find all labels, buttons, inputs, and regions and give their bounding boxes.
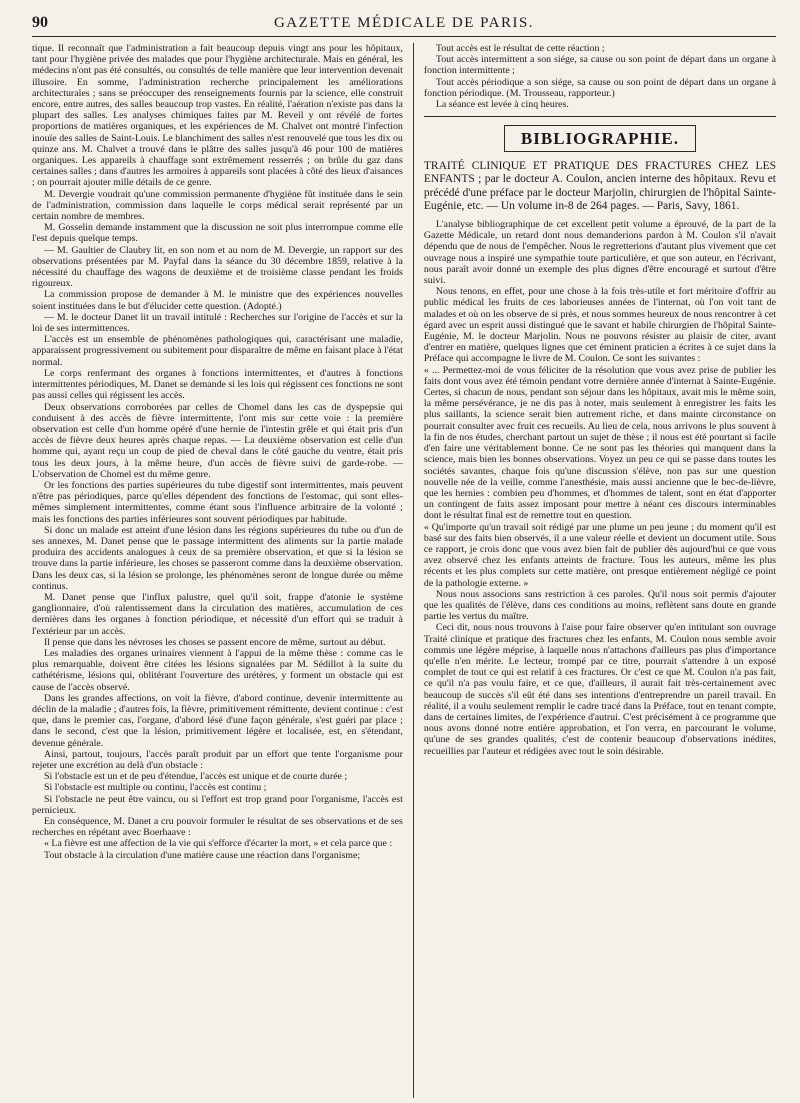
- paragraph: Ainsi, partout, toujours, l'accès paraît produit par un effort que tente l'organisme pour rejeter une excrétion au delà d'un obstacle :: [32, 748, 403, 771]
- paragraph: « La fièvre est une affection de la vie qui s'efforce d'écarter la mort, » et cela parce que :: [44, 838, 393, 850]
- preface-quote: [424, 365, 776, 589]
- paragraph: M. Gosselin demande instamment que la discussion ne soit plus interrompue comme elle l'est depuis quelque temps.: [32, 222, 403, 245]
- paragraph: Tout accès périodique a son siége, sa cause ou son point de départ dans un organe à fonction périodique. (M. Trousseau, rapporteur.): [423, 76, 776, 99]
- paragraph: Tout accès intermittent a son siége, sa cause ou son point de départ dans un organe à fonction intermittente ;: [423, 54, 776, 77]
- bibliography-reference: TRAITÉ CLINIQUE ET PRATIQUE DES FRACTURES CHEZ LES ENFANTS ; par le docteur A. Coulon, ancien interne des hôpitaux. Revu et précédé d'une préface par le docteur Marjolin, chirurgien de l'hôpital Sainte-Eugénie, etc. — Un volume in-8 de 264 pages. — Paris, Savy, 1861.: [423, 160, 776, 212]
- paragraph: Il pense que dans les névroses les choses se passent encore de même, surtout au début.: [44, 636, 386, 648]
- quote-paragraph: « Qu'importe qu'un travail soit rédigé par une plume un peu jeune ; du moment qu'il est basé sur des faits bien observés, il a une valeur réelle et devient un document utile. Sous ce rapport, je crois donc que vous avez bien fait de publier dès aujourd'hui ce que vous avez observé chez les enfants atteints de fracture. Tous les auteurs, même les plus récents et les plus complets sur cette matière, ont presque entièrement négligé ce point de la pathologie externe. »: [423, 521, 776, 589]
- paragraph: M. Devergie voudrait qu'une commission permanente d'hygiène fût instituée dans le sein de l'administration, commission dans laquelle le corps médical serait représenté par un certain nombre de membres.: [32, 188, 403, 223]
- left-column: [32, 43, 414, 1098]
- paragraph: Si donc un malade est atteint d'une lésion dans les régions supérieures du tube ou d'un de ses annexes, M. Danet pense que le passage intermittent des aliments sur la partie malade produira des accidents analogues à ceux de sa première observation, et que si la lésion se trouve dans la partie inférieure, les choses se passeront comme dans la deuxième observation. Dans les deux cas, si la lésion se prolonge, les phénomènes seront de longue durée ou même continus.: [32, 524, 403, 592]
- paragraph: Si l'obstacle ne peut être vaincu, ou si l'effort est trop grand pour l'organisme, l'accès est pernicieux.: [32, 793, 403, 816]
- paragraph: La commission propose de demander à M. le ministre que des expériences nouvelles soient instituées dans le but d'élucider cette question. (Adopté.): [32, 289, 403, 312]
- paragraph: — M. Gaultier de Claubry lit, en son nom et au nom de M. Devergie, un rapport sur des observations présentées par M. Payfal dans la séance du 30 décembre 1859, relative à la nécessité du chauffage des wagons de deuxième et de troisième classe pendant les froids rigoureux.: [32, 244, 403, 290]
- right-column: [414, 43, 776, 1098]
- paragraph: Tout accès est le résultat de cette réaction ;: [435, 43, 605, 54]
- section-divider: [424, 116, 776, 117]
- paragraph: Nous tenons, en effet, pour une chose à la fois très-utile et fort méritoire d'offrir au public médical les fruits de ces laborieuses années de l'internat, où l'on voit tant de malades et où on les observe de si près, et nous sommes heureux de nous rencontrer à cet égard avec un esprit aussi distingué que le savant et habile chirurgien de l'hôpital Sainte-Eugénie, M. le docteur Marjolin. Nous ne pouvons résister au plaisir de citer, avant d'entrer en matière, quelques lignes que cet éminent praticien a écrites à ce sujet dans la Préface qui accompagne le livre de M. Coulon. Ce sont les suivantes :: [423, 286, 776, 365]
- paragraph: Si l'obstacle est un et de peu d'étendue, l'accès est unique et de courte durée ;: [44, 771, 348, 783]
- columns: [32, 43, 776, 1098]
- page-number: 90: [32, 14, 48, 31]
- paragraph: En conséquence, M. Danet a cru pouvoir formuler le résultat de ses observations et de ses recherches en répétant avec Boerhaave :: [32, 816, 403, 839]
- paragraph: L'analyse bibliographique de cet excellent petit volume a éprouvé, de la part de la Gazette Médicale, un retard dont nous demanderions pardon à M. Coulon s'il n'avait dépendu que de nous de l'empêcher. Nous le regretterions d'autant plus vivement que cet ouvrage nous a inspiré une sympathie toute particulière, et que son auteur, en l'écrivant, nous paraît avoir donné un exemple des plus dignes d'être encouragé et surtout d'être suivi.: [423, 219, 776, 287]
- quote-paragraph: « ... Permettez-moi de vous féliciter de la résolution que vous avez prise de publier les faits dont vous avez été témoin pendant votre dernière année d'internat à Sainte-Eugénie. Certes, si chacun de nous, pendant son séjour dans les hôpitaux, avait mis le même soin, la même persévérance, je ne dis pas à noter, mais seulement à enregistrer les faits les plus saillants, la science serait bien autrement riche, et dans mainte circonstance on pourrait consulter avec fruit ces recueils. Au lieu de cela, nous arrivons le plus souvent à la fin de nos études, cherchant partout un sujet de thèse ; il nous est été pourtant si facile d'en faire une véritablement bonne. Ce ne sont pas les théories qui manquent dans la science, mais bien les bonnes observations. Voyez un peu ce qui se passe dans toutes les sociétés savantes, chaque fois qu'une discussion s'élève, non pas sur une question nouvelle née de la veille, comme l'anesthésie, mais aussi ancienne que le bec-de-lièvre, que les hernies : combien peu d'hommes, et d'hommes de talent, sont en état d'apporter un contingent de faits assez imposant pour mettre à néant ces discours interminables dont le résultat final est de remettre tout en question.: [423, 364, 776, 522]
- paragraph: tique. Il reconnaît que l'administration a fait beaucoup depuis vingt ans pour les hôpitaux, tant pour l'hygiène privée des malades que pour l'hygiène architecturale. Mais en général, les médecins n'ont pas été consultés, ou consultés de telle manière que leur intervention devenait illusoire. En somme, l'administration recherche principalement les améliorations architecturales ; sans se préoccuper des renseignements fournis par la science, elle construit encore, entre autres, des salles beaucoup trop vastes. En réalité, l'aération n'existe pas dans la plupart des salles. Les analyses chimiques faites par M. Reveil y ont révélé de fortes proportions de matières organiques, et les expériences de M. Chalvet ont montré l'infection inouïe des salles de Saint-Louis. Le blanchiment des salles n'est renouvelé que tous les dix ou quinze ans. M. Chalvet a trouvé dans le plâtre des salles jusqu'à 46 pour 100 de matières organiques. Les appareils à chauffage sont extrêmement resserrés ; on brûle du gaz dans certaines salles ; dans d'autres les armoires à appareils sont placées à côté des lieux d'aisances ; on pourrait ajouter mille détails de ce genre.: [32, 43, 403, 189]
- paragraph: Le corps renfermant des organes à fonctions intermittentes, et d'autres à fonctions intermittentes périodiques, M. Danet se demande si les lois qui régissent ces fonctions ne sont pas aussi celles qui régissent les accès.: [32, 367, 403, 402]
- bibliography-title: BIBLIOGRAPHIE.: [504, 125, 696, 152]
- paragraph: Dans les grandes affections, on voit la fièvre, d'abord continue, devenir intermittente au déclin de la maladie ; d'autres fois, la fièvre, primitivement rémittente, devient continue : c'est que, dans le premier cas, l'organe, d'abord lésé d'une façon générale, s'est guéri par place ; dans le second, c'est que la lésion, primitivement légère et localisée, est, en s'étendant, devenue générale.: [32, 692, 403, 749]
- paragraph: Nous nous associons sans restriction à ces paroles. Qu'il nous soit permis d'ajouter que les qualités de l'élève, dans ces conditions au moins, reflètent sans doute en grande partie les vertus du maître.: [423, 588, 776, 623]
- bibliography-heading: [424, 125, 776, 152]
- page-header: [32, 12, 776, 37]
- paragraph: — M. le docteur Danet lit un travail intitulé : Recherches sur l'origine de l'accès et sur la loi de ses intermittences.: [32, 311, 403, 335]
- paragraph: Tout obstacle à la circulation d'une matière cause une réaction dans l'organisme;: [44, 849, 361, 861]
- paragraph: M. Danet pense que l'influx palustre, quel qu'il soit, frappe d'atonie le système ganglionnaire, d'où ralentissement dans la circulation des matières, accumulation de ces dernières dans les organes à fonction périodique, et nécessité d'un effort qui se traduit à l'extérieur par un accès.: [32, 591, 403, 637]
- paragraph: L'accès est un ensemble de phénomènes pathologiques qui, caractérisant une maladie, apparaissent progressivement ou subitement pour disparaître de même en faisant place à l'état normal.: [32, 334, 403, 368]
- paragraph: Or les fonctions des parties supérieures du tube digestif sont intermittentes, mais peuvent n'être pas périodiques, parce qu'elles dépendent des fonctions de l'estomac, qui sont elles-mêmes simplement intermittentes, comme étant sous l'influence arbitraire de la volonté ; mais les fonctions des parties inférieures sont souvent périodiques par habitude.: [32, 479, 403, 525]
- paragraph: Les maladies des organes urinaires viennent à l'appui de la même thèse : comme cas le plus remarquable, doivent être citées les lésions signalées par M. Sédillot à la suite du cathétérisme, lésions qui, oblitérant l'ouverture des urétères, y forment un obstacle qui est cause de l'accès observé.: [32, 647, 403, 693]
- paragraph: Deux observations corroborées par celles de Chomel dans les cas de dyspepsie qui conduisent à des accès de fièvre intermittente, l'ont mis sur cette voie : la première observation est celle d'un homme opéré d'une hernie de l'intestin grêle et qui était pris d'un accès de fièvre deux heures après chaque repas. — La deuxième observation est celle d'un homme qui, ayant reçu un coup de pied de cheval dans le côté gauche du ventre, était pris tous les deux jours, à la même heure, d'un accès de fièvre suivi de garde-robe. — L'observation de Chomel est du même genre.: [32, 401, 403, 480]
- paragraph: La séance est levée à cinq heures.: [435, 99, 569, 111]
- journal-title: GAZETTE MÉDICALE DE PARIS.: [273, 15, 535, 31]
- paragraph: Ceci dit, nous nous trouvons à l'aise pour faire observer qu'en intitulant son ouvrage Traité clinique et pratique des fractures chez les enfants, M. Coulon nous semble avoir commis une légère méprise, à laquelle nous n'attachons d'ailleurs pas plus d'importance qu'elle n'en mérite. Le lecteur, trompé par ce titre, pourrait s'attendre à un exposé complet de tout ce qui est relatif à ces fractures. Or c'est ce que M. Coulon n'a pas fait, ce qu'il n'a pas voulu faire, et ce que, d'ailleurs, il aurait fait très-certainement avec beaucoup de succès s'il eût été dans ses intentions d'entreprendre un pareil travail. En réalité, il a voulu seulement remplir le cadre tracé dans la Préface, tout en tenant compte, dans de certaines limites, de l'expérience d'autrui. C'est précisément à ce programme que nous avons donné notre entière approbation, et l'on verra, en parcourant le volume, qu'une de ses grandes qualités, c'est de contenir beaucoup d'observations inédites, recueillies par l'auteur et rédigées avec tout le soin désirable.: [423, 622, 776, 757]
- paragraph: Si l'obstacle est multiple ou continu, l'accès est continu ;: [44, 782, 267, 794]
